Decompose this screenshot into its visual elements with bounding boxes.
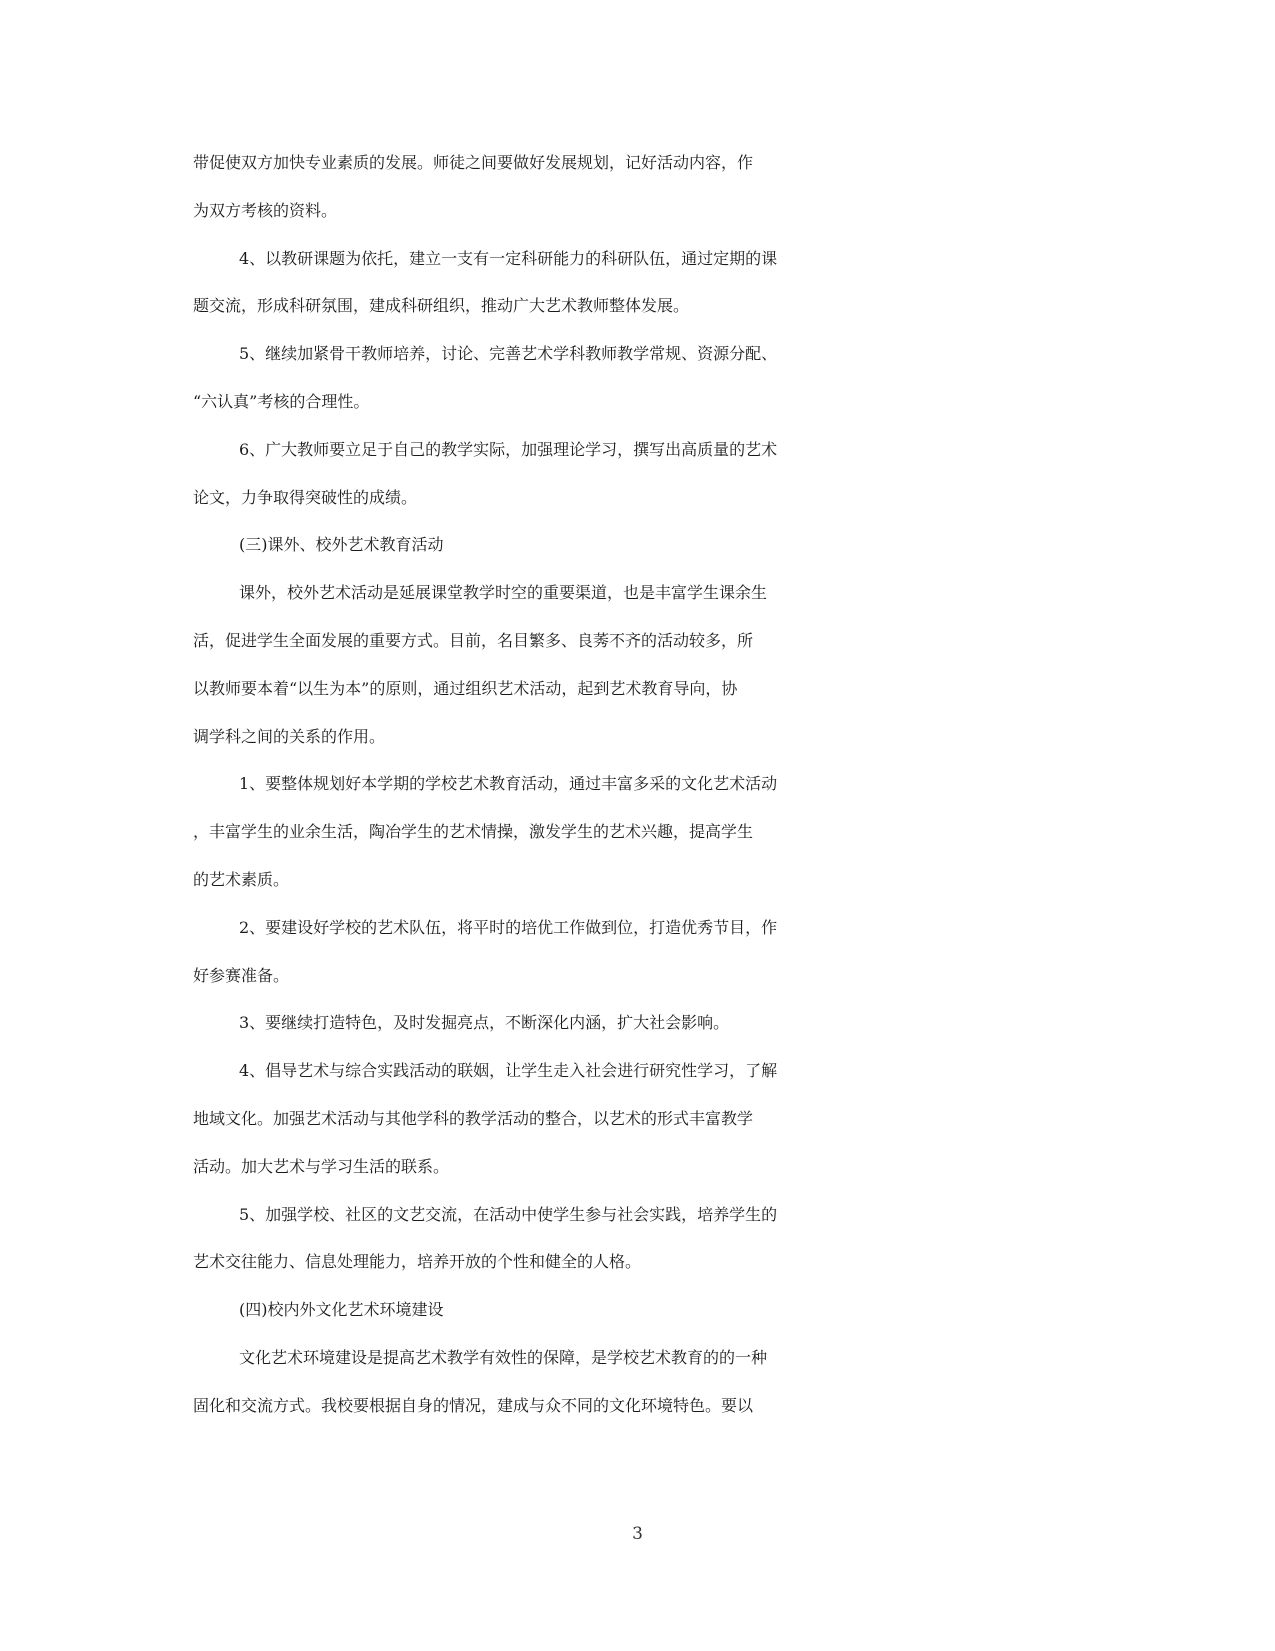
text-line: 好参赛准备。 <box>193 965 290 985</box>
text-line: “六认真”考核的合理性。 <box>193 391 370 411</box>
text-line: 艺术交往能力、信息处理能力，培养开放的个性和健全的人格。 <box>193 1252 642 1272</box>
text-line: 课外，校外艺术活动是延展课堂教学时空的重要渠道，也是丰富学生课余生 <box>239 583 768 603</box>
text-line: 文化艺术环境建设是提高艺术教学有效性的保障，是学校艺术教育的的一种 <box>239 1347 768 1367</box>
section-heading: (四)校内外文化艺术环境建设 <box>239 1300 444 1320</box>
text-line: 以教师要本着“以生为本”的原则，通过组织艺术活动，起到艺术教育导向，协 <box>193 678 738 698</box>
text-line: 带促使双方加快专业素质的发展。师徒之间要做好发展规划，记好活动内容，作 <box>193 153 754 172</box>
text-line: 2、要建设好学校的艺术队伍，将平时的培优工作做到位，打造优秀节目，作 <box>239 917 778 937</box>
text-line: 6、广大教师要立足于自己的教学实际，加强理论学习，撰写出高质量的艺术 <box>239 439 778 459</box>
page-number: 3 <box>632 1524 643 1544</box>
text-line: 固化和交流方式。我校要根据自身的情况，建成与众不同的文化环境特色。要以 <box>193 1395 754 1415</box>
text-line: 活，促进学生全面发展的重要方式。目前，名目繁多、良莠不齐的活动较多，所 <box>193 630 754 650</box>
text-line: ，丰富学生的业余生活，陶冶学生的艺术情操，激发学生的艺术兴趣，提高学生 <box>193 822 754 842</box>
document-body <box>193 150 1078 1441</box>
text-line: 5、加强学校、社区的文艺交流，在活动中使学生参与社会实践，培养学生的 <box>239 1204 778 1224</box>
text-line: 3、要继续打造特色，及时发掘亮点，不断深化内涵，扩大社会影响。 <box>239 1013 730 1033</box>
text-line: 5、继续加紧骨干教师培养，讨论、完善艺术学科教师教学常规、资源分配、 <box>239 344 778 364</box>
section-heading: (三)课外、校外艺术教育活动 <box>239 535 444 555</box>
text-line: 为双方考核的资料。 <box>193 200 338 220</box>
text-line: 的艺术素质。 <box>193 869 290 889</box>
text-line: 地域文化。加强艺术活动与其他学科的教学活动的整合，以艺术的形式丰富教学 <box>193 1108 754 1128</box>
text-line: 活动。加大艺术与学习生活的联系。 <box>193 1156 450 1176</box>
text-line: 论文，力争取得突破性的成绩。 <box>193 487 418 507</box>
text-line: 1、要整体规划好本学期的学校艺术教育活动，通过丰富多采的文化艺术活动 <box>239 774 778 794</box>
text-line: 4、倡导艺术与综合实践活动的联姻，让学生走入社会进行研究性学习，了解 <box>239 1061 778 1081</box>
text-line: 4、以教研课题为依托，建立一支有一定科研能力的科研队伍，通过定期的课 <box>239 248 778 268</box>
text-line: 调学科之间的关系的作用。 <box>193 726 386 746</box>
text-line: 题交流，形成科研氛围，建成科研组织，推动广大艺术教师整体发展。 <box>193 296 690 316</box>
